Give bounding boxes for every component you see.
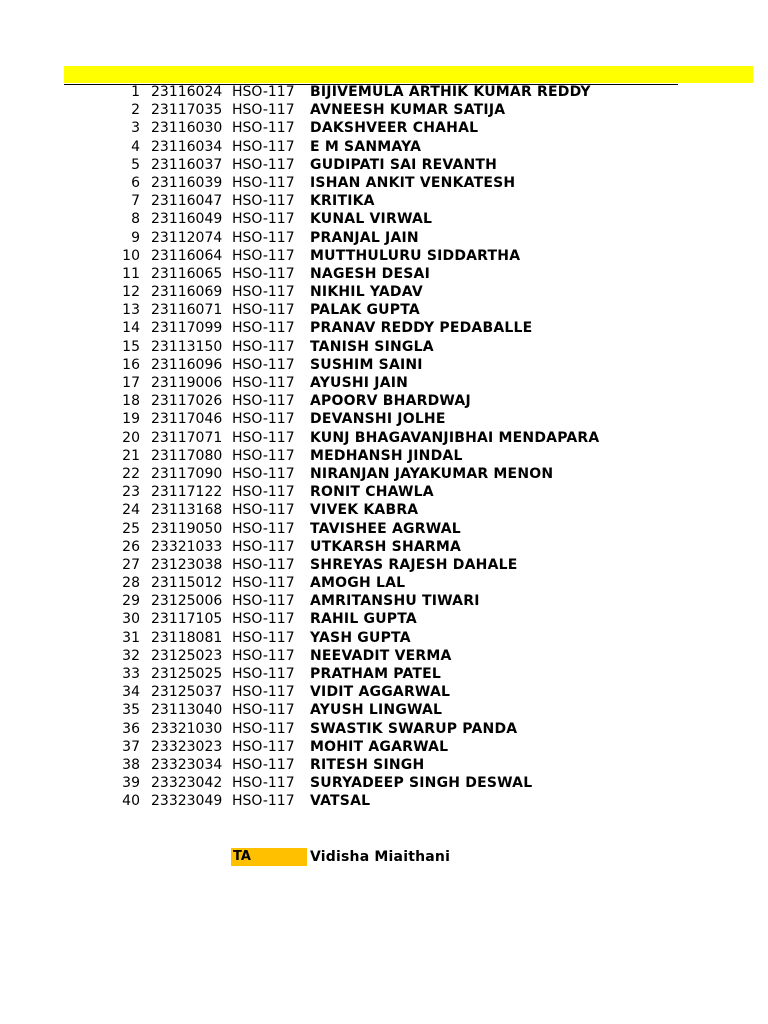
table-row [0,520,768,538]
course-code: HSO-117 [232,193,295,210]
table-row [0,429,768,447]
serial-number: 4 [131,138,140,155]
serial-number: 26 [122,538,140,555]
course-code: HSO-117 [232,538,295,555]
roll-number: 23113168 [151,502,223,519]
table-row [0,538,768,556]
student-name: AMOGH LAL [310,575,406,592]
serial-number: 14 [122,320,140,337]
course-code: HSO-117 [232,375,295,391]
serial-number: 35 [122,702,140,719]
course-code: HSO-117 [232,284,295,301]
roll-number: 23116065 [151,265,223,282]
serial-number: 10 [122,247,140,264]
course-code: HSO-117 [232,320,295,337]
course-code: HSO-117 [232,102,295,119]
student-name: NIRANJAN JAYAKUMAR MENON [310,465,554,482]
course-code: HSO-117 [232,484,295,501]
table-row [0,592,768,610]
student-name: KRITIKA [310,193,375,210]
student-list [0,83,768,811]
table-row [0,229,768,247]
roll-number: 23117090 [151,465,223,482]
student-name: VIDIT AGGARWAL [310,684,451,701]
roll-number: 23116071 [151,302,223,319]
course-code: HSO-117 [232,720,295,737]
serial-number: 16 [122,356,140,373]
table-row [0,83,768,101]
table-row [0,338,768,356]
serial-number: 31 [122,629,140,646]
table-row [0,410,768,428]
header-highlight-band [64,66,753,83]
roll-number: 23117105 [151,611,223,628]
roll-number: 23113040 [151,702,223,719]
serial-number: 6 [131,174,140,191]
roll-number: 23116047 [151,193,223,210]
serial-number: 28 [122,575,140,592]
serial-number: 24 [122,502,140,519]
course-code: HSO-117 [232,138,295,155]
course-code: HSO-117 [232,611,295,628]
course-code: HSO-117 [232,738,295,755]
serial-number: 37 [122,738,140,755]
serial-number: 18 [122,393,140,410]
course-code: HSO-117 [232,338,295,355]
serial-number: 7 [131,193,140,210]
course-code: HSO-117 [232,666,295,682]
course-code: HSO-117 [232,211,295,228]
roll-number: 23321030 [151,720,223,737]
student-name: TANISH SINGLA [310,338,434,355]
roll-number: 23125037 [151,684,223,701]
course-code: HSO-117 [232,302,295,319]
student-name: AYUSHI JAIN [310,375,409,391]
table-row [0,283,768,301]
roll-number: 23117035 [151,102,223,119]
roll-number: 23323049 [151,793,223,810]
serial-number: 20 [122,429,140,446]
table-row [0,792,768,810]
student-name: VATSAL [310,793,371,810]
student-name: SUSHIM SAINI [310,356,423,373]
serial-number: 5 [131,156,140,173]
course-code: HSO-117 [232,174,295,191]
roll-number: 23125025 [151,666,223,682]
student-name: MOHIT AGARWAL [310,738,449,755]
course-code: HSO-117 [232,556,295,573]
student-name: PRANAV REDDY PEDABALLE [310,320,533,337]
table-row [0,119,768,137]
serial-number: 39 [122,775,140,792]
student-name: KUNAL VIRWAL [310,211,433,228]
serial-number: 8 [131,211,140,228]
student-name: MEDHANSH JINDAL [310,447,463,464]
student-name: APOORV BHARDWAJ [310,393,471,410]
student-name: DAKSHVEER CHAHAL [310,120,479,137]
course-code: HSO-117 [232,120,295,137]
roll-number: 23125023 [151,647,223,664]
roll-number: 23116064 [151,247,223,264]
table-row [0,101,768,119]
serial-number: 40 [122,793,140,810]
serial-number: 1 [131,84,140,100]
serial-number: 13 [122,302,140,319]
table-row [0,720,768,738]
roll-number: 23119006 [151,375,223,391]
roll-number: 23116024 [151,84,223,100]
student-name: SWASTIK SWARUP PANDA [310,720,518,737]
serial-number: 2 [131,102,140,119]
roll-number: 23116030 [151,120,223,137]
roll-number: 23117026 [151,393,223,410]
serial-number: 33 [122,666,140,682]
ta-label: TA [231,848,307,866]
student-name: PALAK GUPTA [310,302,420,319]
serial-number: 22 [122,465,140,482]
serial-number: 23 [122,484,140,501]
table-row [0,483,768,501]
serial-number: 25 [122,520,140,537]
roll-number: 23321033 [151,538,223,555]
student-name: PRATHAM PATEL [310,666,442,682]
serial-number: 11 [122,265,140,282]
course-code: HSO-117 [232,520,295,537]
student-name: RONIT CHAWLA [310,484,434,501]
table-row [0,556,768,574]
serial-number: 12 [122,284,140,301]
student-name: YASH GUPTA [310,629,411,646]
student-name: AYUSH LINGWAL [310,702,443,719]
serial-number: 29 [122,593,140,610]
course-code: HSO-117 [232,702,295,719]
table-row [0,738,768,756]
table-row [0,774,768,792]
roll-number: 23112074 [151,229,223,246]
student-name: KUNJ BHAGAVANJIBHAI MENDAPARA [310,429,600,446]
roll-number: 23116039 [151,174,223,191]
course-code: HSO-117 [232,684,295,701]
student-name: AMRITANSHU TIWARI [310,593,480,610]
course-code: HSO-117 [232,229,295,246]
roll-number: 23116034 [151,138,223,155]
table-row [0,756,768,774]
table-row [0,701,768,719]
table-row [0,356,768,374]
student-name: AVNEESH KUMAR SATIJA [310,102,506,119]
roll-number: 23123038 [151,556,223,573]
table-row [0,629,768,647]
roll-number: 23117080 [151,447,223,464]
student-name: BIJIVEMULA ARTHIK KUMAR REDDY [310,84,591,100]
roll-number: 23125006 [151,593,223,610]
serial-number: 9 [131,229,140,246]
student-name: DEVANSHI JOLHE [310,411,446,428]
student-name: PRANJAL JAIN [310,229,419,246]
course-code: HSO-117 [232,247,295,264]
table-row [0,665,768,683]
roll-number: 23116049 [151,211,223,228]
table-row [0,210,768,228]
course-code: HSO-117 [232,429,295,446]
table-row [0,174,768,192]
course-code: HSO-117 [232,465,295,482]
course-code: HSO-117 [232,411,295,428]
table-row [0,683,768,701]
course-code: HSO-117 [232,575,295,592]
roll-number: 23116069 [151,284,223,301]
table-row [0,610,768,628]
student-name: RITESH SINGH [310,756,425,773]
table-row [0,319,768,337]
student-name: SHREYAS RAJESH DAHALE [310,556,518,573]
course-code: HSO-117 [232,393,295,410]
serial-number: 36 [122,720,140,737]
roll-number: 23117046 [151,411,223,428]
table-row [0,374,768,392]
student-name: RAHIL GUPTA [310,611,417,628]
table-row [0,265,768,283]
roll-number: 23119050 [151,520,223,537]
student-name: NIKHIL YADAV [310,284,423,301]
student-name: VIVEK KABRA [310,502,419,519]
course-code: HSO-117 [232,156,295,173]
course-code: HSO-117 [232,502,295,519]
student-name: MUTTHULURU SIDDARTHA [310,247,521,264]
roll-number: 23117071 [151,429,223,446]
table-row [0,465,768,483]
table-row [0,647,768,665]
roll-number: 23116037 [151,156,223,173]
course-code: HSO-117 [232,265,295,282]
table-row [0,192,768,210]
course-code: HSO-117 [232,647,295,664]
student-name: GUDIPATI SAI REVANTH [310,156,498,173]
course-code: HSO-117 [232,793,295,810]
course-code: HSO-117 [232,84,295,100]
table-row [0,501,768,519]
serial-number: 38 [122,756,140,773]
student-name: TAVISHEE AGRWAL [310,520,461,537]
roll-number: 23116096 [151,356,223,373]
course-code: HSO-117 [232,593,295,610]
roll-number: 23115012 [151,575,223,592]
table-row [0,138,768,156]
serial-number: 34 [122,684,140,701]
serial-number: 21 [122,447,140,464]
table-row [0,392,768,410]
serial-number: 32 [122,647,140,664]
serial-number: 30 [122,611,140,628]
serial-number: 3 [131,120,140,137]
course-code: HSO-117 [232,356,295,373]
course-code: HSO-117 [232,775,295,792]
ta-name: Vidisha Miaithani [310,849,451,865]
course-code: HSO-117 [232,629,295,646]
table-row [0,247,768,265]
roll-number: 23117122 [151,484,223,501]
student-name: SURYADEEP SINGH DESWAL [310,775,533,792]
roll-number: 23323023 [151,738,223,755]
student-name: E M SANMAYA [310,138,422,155]
table-row [0,447,768,465]
serial-number: 17 [122,375,140,391]
serial-number: 19 [122,411,140,428]
roll-number: 23323034 [151,756,223,773]
table-row [0,301,768,319]
student-name: UTKARSH SHARMA [310,538,462,555]
student-name: NEEVADIT VERMA [310,647,452,664]
roll-number: 23118081 [151,629,223,646]
roll-number: 23323042 [151,775,223,792]
table-row [0,574,768,592]
course-code: HSO-117 [232,756,295,773]
table-row [0,156,768,174]
serial-number: 15 [122,338,140,355]
roll-number: 23113150 [151,338,223,355]
student-name: ISHAN ANKIT VENKATESH [310,174,516,191]
course-code: HSO-117 [232,447,295,464]
roll-number: 23117099 [151,320,223,337]
serial-number: 27 [122,556,140,573]
student-name: NAGESH DESAI [310,265,430,282]
